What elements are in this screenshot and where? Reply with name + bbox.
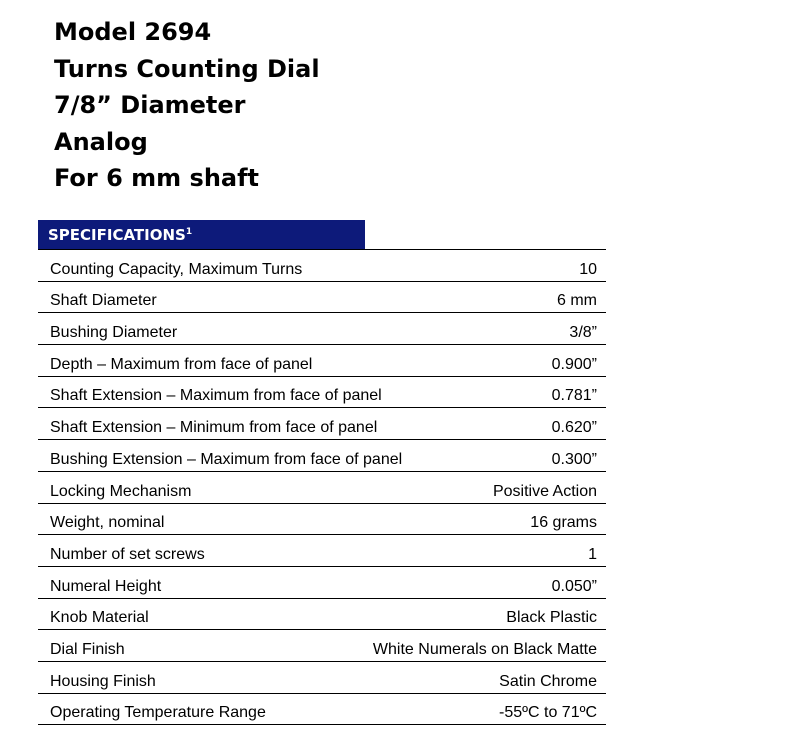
spec-label: Numeral Height: [50, 577, 162, 595]
spec-value: Satin Chrome: [499, 672, 597, 690]
spec-label: Bushing Diameter: [50, 324, 178, 342]
spec-row-shaft-extension-max: [38, 377, 606, 409]
title-analog: Analog: [54, 127, 148, 156]
spec-value: Black Plastic: [506, 609, 597, 627]
specifications-table: [38, 250, 606, 725]
spec-row-set-screws: [38, 535, 606, 567]
spec-label: Bushing Extension – Maximum from face of panel: [50, 450, 403, 468]
spec-value: 0.781”: [551, 387, 597, 405]
spec-row-weight: [38, 504, 606, 536]
spec-label: Locking Mechanism: [50, 482, 192, 500]
spec-label: Knob Material: [50, 609, 149, 627]
spec-label: Housing Finish: [50, 672, 156, 690]
spec-row-locking-mechanism: [38, 472, 606, 504]
spec-row-counting-capacity: [38, 250, 606, 282]
title-shaft: For 6 mm shaft: [54, 164, 260, 193]
spec-row-numeral-height: [38, 567, 606, 599]
spec-label: Operating Temperature Range: [50, 704, 266, 722]
spec-value: 0.300”: [551, 450, 597, 468]
spec-value: 1: [588, 545, 597, 563]
spec-label: Depth – Maximum from face of panel: [50, 355, 313, 373]
spec-row-dial-finish: [38, 630, 606, 662]
spec-value: 0.620”: [551, 419, 597, 437]
spec-label: Weight, nominal: [50, 514, 165, 532]
spec-value: -55ºC to 71ºC: [499, 704, 597, 722]
spec-label: Number of set screws: [50, 545, 205, 563]
spec-row-housing-finish: [38, 662, 606, 694]
spec-value: 0.900”: [551, 355, 597, 373]
title-model: Model 2694: [54, 18, 212, 46]
spec-label: Shaft Diameter: [50, 292, 157, 310]
spec-value: 0.050”: [551, 577, 597, 595]
spec-label: Counting Capacity, Maximum Turns: [50, 260, 303, 278]
specifications-footnote-marker: 1: [185, 227, 193, 237]
spec-row-shaft-extension-min: [38, 408, 606, 440]
product-title: [54, 14, 320, 197]
title-product-type: Turns Counting Dial: [54, 54, 320, 83]
spec-label: Shaft Extension – Minimum from face of panel: [50, 419, 378, 437]
spec-row-knob-material: [38, 599, 606, 631]
spec-value: White Numerals on Black Matte: [372, 640, 597, 658]
spec-row-shaft-diameter: [38, 282, 606, 314]
title-diameter: 7/8” Diameter: [54, 91, 246, 120]
specifications-header: [38, 220, 365, 249]
spec-value: 10: [579, 260, 597, 278]
spec-row-bushing-diameter: [38, 313, 606, 345]
spec-label: Dial Finish: [50, 640, 125, 658]
spec-row-depth-max: [38, 345, 606, 377]
spec-value: 6 mm: [557, 292, 597, 310]
specifications-header-label: SPECIFICATIONS: [48, 226, 186, 244]
spec-label: Shaft Extension – Maximum from face of panel: [50, 387, 382, 405]
spec-row-bushing-extension-max: [38, 440, 606, 472]
spec-value: 3/8”: [569, 324, 597, 342]
spec-value: 16 grams: [530, 514, 597, 532]
spec-value: Positive Action: [492, 482, 597, 500]
spec-row-operating-temperature: [38, 694, 606, 726]
